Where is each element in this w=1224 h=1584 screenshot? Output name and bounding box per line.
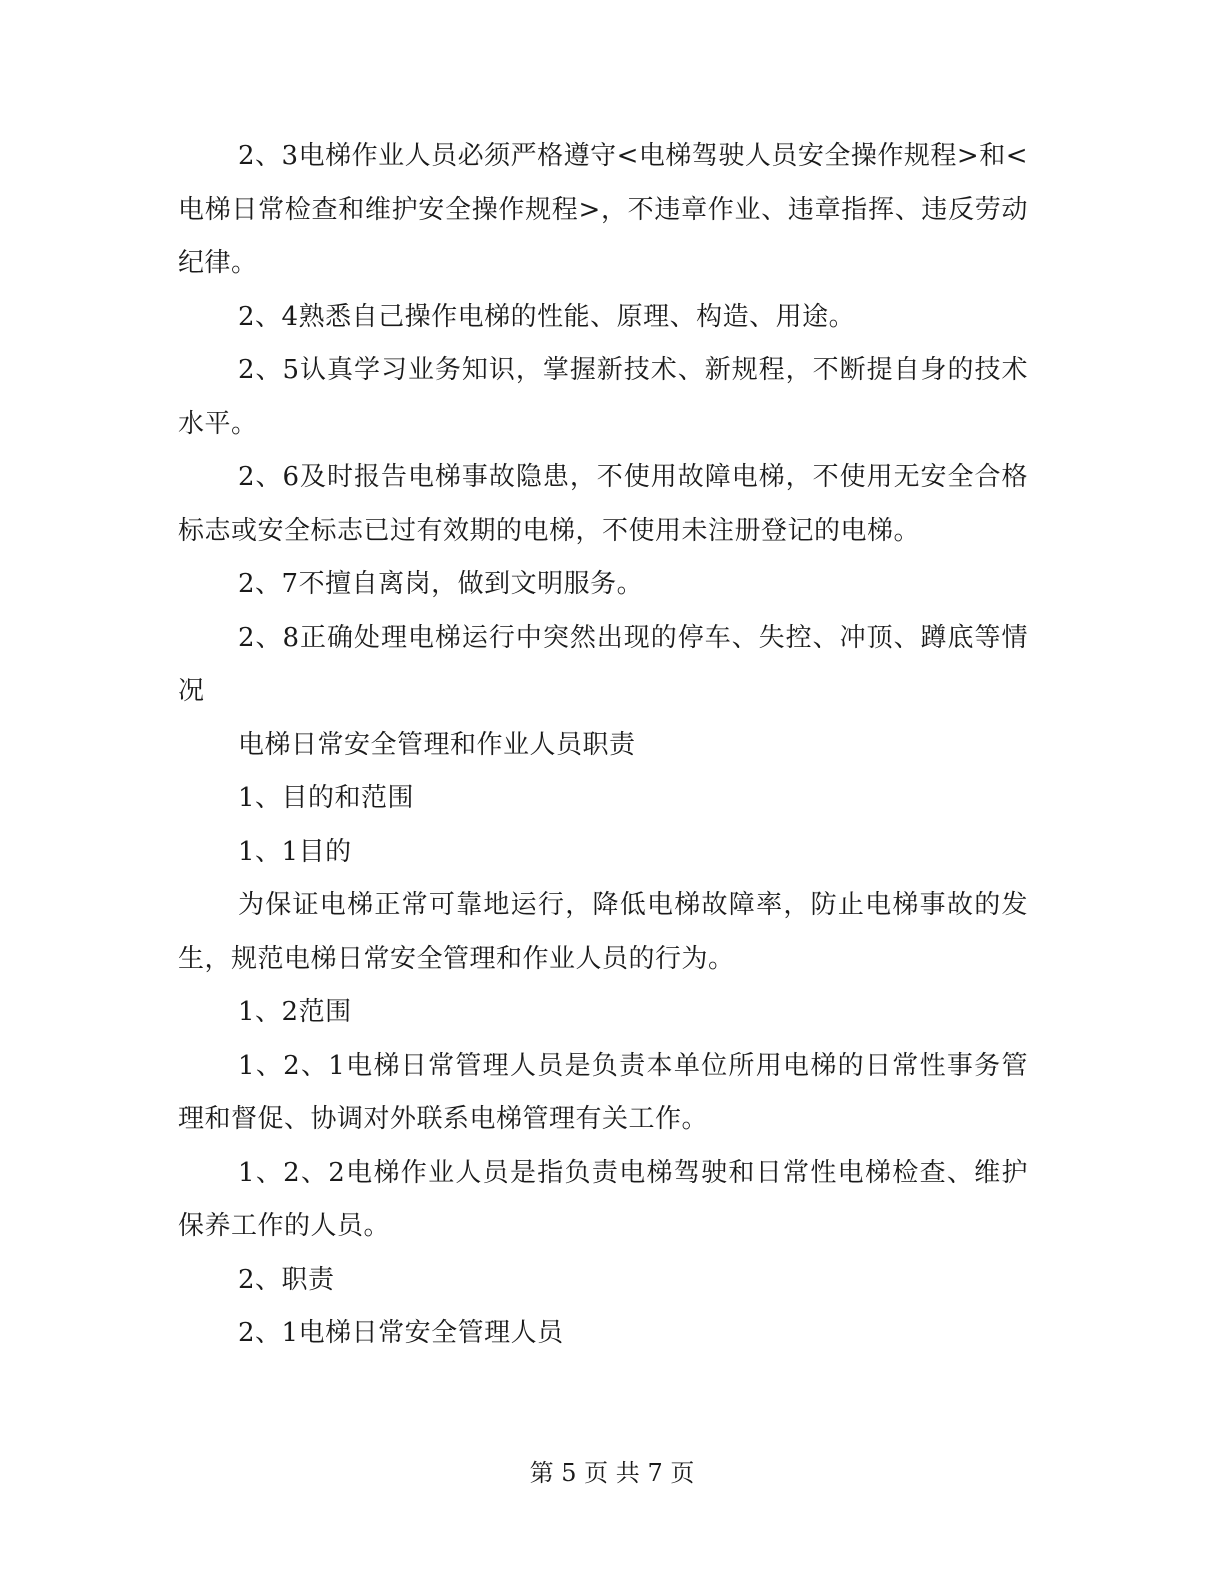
- heading-2-1: 2、1电梯日常安全管理人员: [238, 1318, 564, 1348]
- heading-1: 1、目的和范围: [238, 783, 415, 813]
- paragraph-2-7: 2、7不擅自离岗，做到文明服务。: [238, 569, 644, 599]
- paragraph-purpose: 为保证电梯正常可靠地运行，降低电梯故障率，防止电梯事故的发生，规范电梯日常安全管理和作业人员的行为。: [178, 890, 1028, 974]
- paragraph-2-5: 2、5认真学习业务知识，掌握新技术、新规程，不断提自身的技术水平。: [178, 355, 1028, 439]
- heading-2: 2、职责: [238, 1264, 335, 1295]
- section-title: 电梯日常安全管理和作业人员职责: [238, 729, 636, 760]
- paragraph-1-2-1: 1、2、1电梯日常管理人员是负责本单位所用电梯的日常性事务管理和督促、协调对外联系电梯管理有关工作。: [178, 1050, 1028, 1134]
- paragraph-2-4: 2、4熟悉自己操作电梯的性能、原理、构造、用途。: [238, 301, 856, 332]
- paragraph-2-8: 2、8正确处理电梯运行中突然出现的停车、失控、冲顶、蹲底等情况: [178, 622, 1028, 706]
- heading-1-1: 1、1目的: [238, 836, 352, 867]
- paragraph-1-2-2: 1、2、2电梯作业人员是指负责电梯驾驶和日常性电梯检查、维护保养工作的人员。: [178, 1157, 1028, 1241]
- document-body: [178, 130, 1028, 1361]
- page-number-footer: 第 5 页 共 7 页: [529, 1459, 695, 1487]
- paragraph-2-6: 2、6及时报告电梯事故隐患，不使用故障电梯，不使用无安全合格标志或安全标志已过有效期的电梯，不使用未注册登记的电梯。: [178, 462, 1028, 546]
- paragraph-2-3: 2、3电梯作业人员必须严格遵守<电梯驾驶人员安全操作规程>和<电梯日常检查和维护安全操作规程>，不违章作业、违章指挥、违反劳动纪律。: [178, 141, 1028, 278]
- heading-1-2: 1、2范围: [238, 997, 352, 1027]
